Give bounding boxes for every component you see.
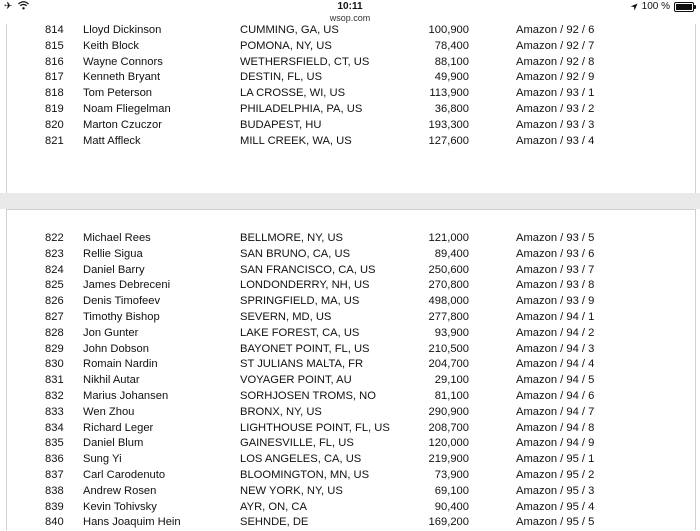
battery-icon (674, 2, 694, 12)
location-arrow-icon (630, 3, 638, 11)
rank-cell: 836 (45, 453, 64, 466)
rank-cell: 814 (45, 24, 64, 36)
prize-cell: 270,800 (428, 279, 469, 292)
name-cell: Kevin Tohivsky (83, 500, 157, 513)
location-cell: BUDAPEST, HU (240, 118, 322, 131)
name-cell: Wen Zhou (83, 405, 135, 418)
prize-cell: 89,400 (434, 247, 469, 260)
name-cell: John Dobson (83, 342, 149, 355)
payout-cell: Amazon / 94 / 9 (516, 437, 595, 450)
prize-cell: 193,300 (428, 118, 469, 131)
location-cell: NEW YORK, NY, US (240, 484, 343, 497)
payout-cell: Amazon / 93 / 7 (516, 263, 595, 276)
table-row (7, 39, 695, 55)
name-cell: Denis Timofeev (83, 295, 161, 308)
url-bar[interactable] (0, 12, 700, 24)
table-row (7, 421, 695, 437)
rank-cell: 831 (45, 374, 64, 387)
table-row (7, 500, 695, 516)
table-row (7, 357, 695, 373)
location-cell: LIGHTHOUSE POINT, FL, US (240, 421, 390, 434)
rank-cell: 838 (45, 484, 64, 497)
location-cell: ST JULIANS MALTA, FR (240, 358, 364, 371)
rank-cell: 837 (45, 468, 64, 481)
rank-cell: 820 (45, 118, 64, 131)
table-row (7, 310, 695, 326)
prize-cell: 127,600 (428, 134, 469, 147)
location-cell: SEHNDE, DE (240, 516, 309, 529)
document-page-1 (6, 24, 696, 193)
results-table-page-1 (7, 23, 695, 149)
name-cell: Noam Fliegelman (83, 102, 171, 115)
payout-cell: Amazon / 94 / 1 (516, 310, 595, 323)
battery-fill (676, 4, 692, 10)
rank-cell: 833 (45, 405, 64, 418)
name-cell: Daniel Blum (83, 437, 144, 450)
payout-cell: Amazon / 94 / 2 (516, 326, 595, 339)
location-cell: BAYONET POINT, FL, US (240, 342, 370, 355)
payout-cell: Amazon / 93 / 9 (516, 295, 595, 308)
rank-cell: 824 (45, 263, 64, 276)
location-cell: POMONA, NY, US (240, 39, 332, 52)
location-cell: WETHERSFIELD, CT, US (240, 55, 370, 68)
prize-cell: 93,900 (434, 326, 469, 339)
name-cell: Marton Czuczor (83, 118, 162, 131)
payout-cell: Amazon / 93 / 6 (516, 247, 595, 260)
location-cell: CUMMING, GA, US (240, 24, 339, 36)
payout-cell: Amazon / 94 / 6 (516, 389, 595, 402)
name-cell: Rellie Sigua (83, 247, 143, 260)
name-cell: Carl Carodenuto (83, 468, 166, 481)
rank-cell: 815 (45, 39, 64, 52)
rank-cell: 821 (45, 134, 64, 147)
payout-cell: Amazon / 92 / 6 (516, 24, 595, 36)
payout-cell: Amazon / 95 / 4 (516, 500, 595, 513)
rank-cell: 819 (45, 102, 64, 115)
rank-cell: 822 (45, 232, 64, 244)
name-cell: Matt Affleck (83, 134, 141, 147)
name-cell: Richard Leger (83, 421, 154, 434)
name-cell: Wayne Connors (83, 55, 163, 68)
location-cell: SPRINGFIELD, MA, US (240, 295, 360, 308)
name-cell: Timothy Bishop (83, 310, 160, 323)
prize-cell: 208,700 (428, 421, 469, 434)
prize-cell: 169,200 (428, 516, 469, 529)
prize-cell: 290,900 (428, 405, 469, 418)
location-cell: SAN FRANCISCO, CA, US (240, 263, 376, 276)
payout-cell: Amazon / 95 / 1 (516, 453, 595, 466)
location-cell: SEVERN, MD, US (240, 310, 332, 323)
payout-cell: Amazon / 93 / 2 (516, 102, 595, 115)
location-cell: BELLMORE, NY, US (240, 232, 344, 244)
rank-cell: 828 (45, 326, 64, 339)
name-cell: Keith Block (83, 39, 139, 52)
prize-cell: 69,100 (434, 484, 469, 497)
name-cell: Marius Johansen (83, 389, 169, 402)
location-cell: LONDONDERRY, NH, US (240, 279, 370, 292)
table-row (7, 278, 695, 294)
payout-cell: Amazon / 93 / 5 (516, 232, 595, 244)
payout-cell: Amazon / 92 / 7 (516, 39, 595, 52)
table-row (7, 118, 695, 134)
rank-cell: 835 (45, 437, 64, 450)
name-cell: Sung Yi (83, 453, 122, 466)
prize-cell: 49,900 (434, 71, 469, 84)
table-row (7, 373, 695, 389)
location-cell: BRONX, NY, US (240, 405, 322, 418)
prize-cell: 78,400 (434, 39, 469, 52)
battery-percent: 100 % (641, 1, 670, 12)
name-cell: Jon Gunter (83, 326, 139, 339)
prize-cell: 81,100 (434, 389, 469, 402)
results-table-page-2 (7, 231, 695, 531)
payout-cell: Amazon / 94 / 7 (516, 405, 595, 418)
prize-cell: 29,100 (434, 374, 469, 387)
location-cell: BLOOMINGTON, MN, US (240, 468, 370, 481)
rank-cell: 818 (45, 87, 64, 100)
payout-cell: Amazon / 95 / 5 (516, 516, 595, 529)
name-cell: Michael Rees (83, 232, 151, 244)
payout-cell: Amazon / 94 / 4 (516, 358, 595, 371)
payout-cell: Amazon / 93 / 8 (516, 279, 595, 292)
table-row (7, 452, 695, 468)
name-cell: Nikhil Autar (83, 374, 140, 387)
name-cell: James Debreceni (83, 279, 171, 292)
rank-cell: 827 (45, 310, 64, 323)
payout-cell: Amazon / 93 / 3 (516, 118, 595, 131)
table-row (7, 231, 695, 247)
prize-cell: 113,900 (429, 87, 469, 100)
rank-cell: 817 (45, 71, 64, 84)
name-cell: Andrew Rosen (83, 484, 157, 497)
table-row (7, 405, 695, 421)
prize-cell: 250,600 (428, 263, 469, 276)
prize-cell: 73,900 (434, 468, 469, 481)
rank-cell: 830 (45, 358, 64, 371)
table-row (7, 484, 695, 500)
table-row (7, 70, 695, 86)
url-domain[interactable]: wsop.com (329, 13, 371, 23)
location-cell: PHILADELPHIA, PA, US (240, 102, 363, 115)
location-cell: DESTIN, FL, US (240, 71, 323, 84)
name-cell: Hans Joaquim Hein (83, 516, 181, 529)
table-row (7, 294, 695, 310)
prize-cell: 498,000 (428, 295, 469, 308)
rank-cell: 823 (45, 247, 64, 260)
location-cell: VOYAGER POINT, AU (240, 374, 352, 387)
table-row (7, 247, 695, 263)
location-cell: LOS ANGELES, CA, US (240, 453, 362, 466)
payout-cell: Amazon / 95 / 3 (516, 484, 595, 497)
prize-cell: 100,900 (428, 24, 469, 36)
prize-cell: 36,800 (434, 102, 469, 115)
name-cell: Romain Nardin (83, 358, 158, 371)
payout-cell: Amazon / 94 / 8 (516, 421, 595, 434)
payout-cell: Amazon / 94 / 3 (516, 342, 595, 355)
name-cell: Lloyd Dickinson (83, 24, 162, 36)
prize-cell: 90,400 (434, 500, 469, 513)
table-row (7, 55, 695, 71)
location-cell: LAKE FOREST, CA, US (240, 326, 360, 339)
table-row (7, 515, 695, 531)
prize-cell: 210,500 (428, 342, 469, 355)
location-cell: SAN BRUNO, CA, US (240, 247, 351, 260)
rank-cell: 816 (45, 55, 64, 68)
table-row (7, 263, 695, 279)
name-cell: Tom Peterson (83, 87, 153, 100)
table-row (7, 23, 695, 39)
payout-cell: Amazon / 94 / 5 (516, 374, 595, 387)
table-row (7, 389, 695, 405)
prize-cell: 121,000 (428, 232, 469, 244)
page-separator (0, 193, 700, 209)
table-row (7, 134, 695, 150)
payout-cell: Amazon / 92 / 8 (516, 55, 595, 68)
rank-cell: 825 (45, 279, 64, 292)
payout-cell: Amazon / 93 / 1 (516, 87, 595, 100)
table-row (7, 468, 695, 484)
status-time: 10:11 (337, 1, 363, 12)
payout-cell: Amazon / 93 / 4 (516, 134, 595, 147)
prize-cell: 120,000 (428, 437, 469, 450)
rank-cell: 832 (45, 389, 64, 402)
airplane-mode-icon: ✈ (4, 1, 13, 12)
location-cell: SORHJOSEN TROMS, NO (240, 389, 376, 402)
prize-cell: 204,700 (428, 358, 469, 371)
location-cell: LA CROSSE, WI, US (240, 87, 346, 100)
payout-cell: Amazon / 92 / 9 (516, 71, 595, 84)
location-cell: MILL CREEK, WA, US (240, 134, 352, 147)
rank-cell: 839 (45, 500, 64, 513)
table-row (7, 86, 695, 102)
table-row (7, 342, 695, 358)
table-row (7, 326, 695, 342)
name-cell: Daniel Barry (83, 263, 145, 276)
table-row (7, 102, 695, 118)
payout-cell: Amazon / 95 / 2 (516, 468, 595, 481)
table-row (7, 436, 695, 452)
prize-cell: 219,900 (428, 453, 469, 466)
name-cell: Kenneth Bryant (83, 71, 161, 84)
rank-cell: 829 (45, 342, 64, 355)
rank-cell: 826 (45, 295, 64, 308)
document-page-2 (6, 209, 696, 530)
location-cell: GAINESVILLE, FL, US (240, 437, 354, 450)
location-cell: AYR, ON, CA (240, 500, 307, 513)
rank-cell: 840 (45, 516, 64, 529)
prize-cell: 88,100 (434, 55, 469, 68)
prize-cell: 277,800 (428, 310, 469, 323)
rank-cell: 834 (45, 421, 64, 434)
